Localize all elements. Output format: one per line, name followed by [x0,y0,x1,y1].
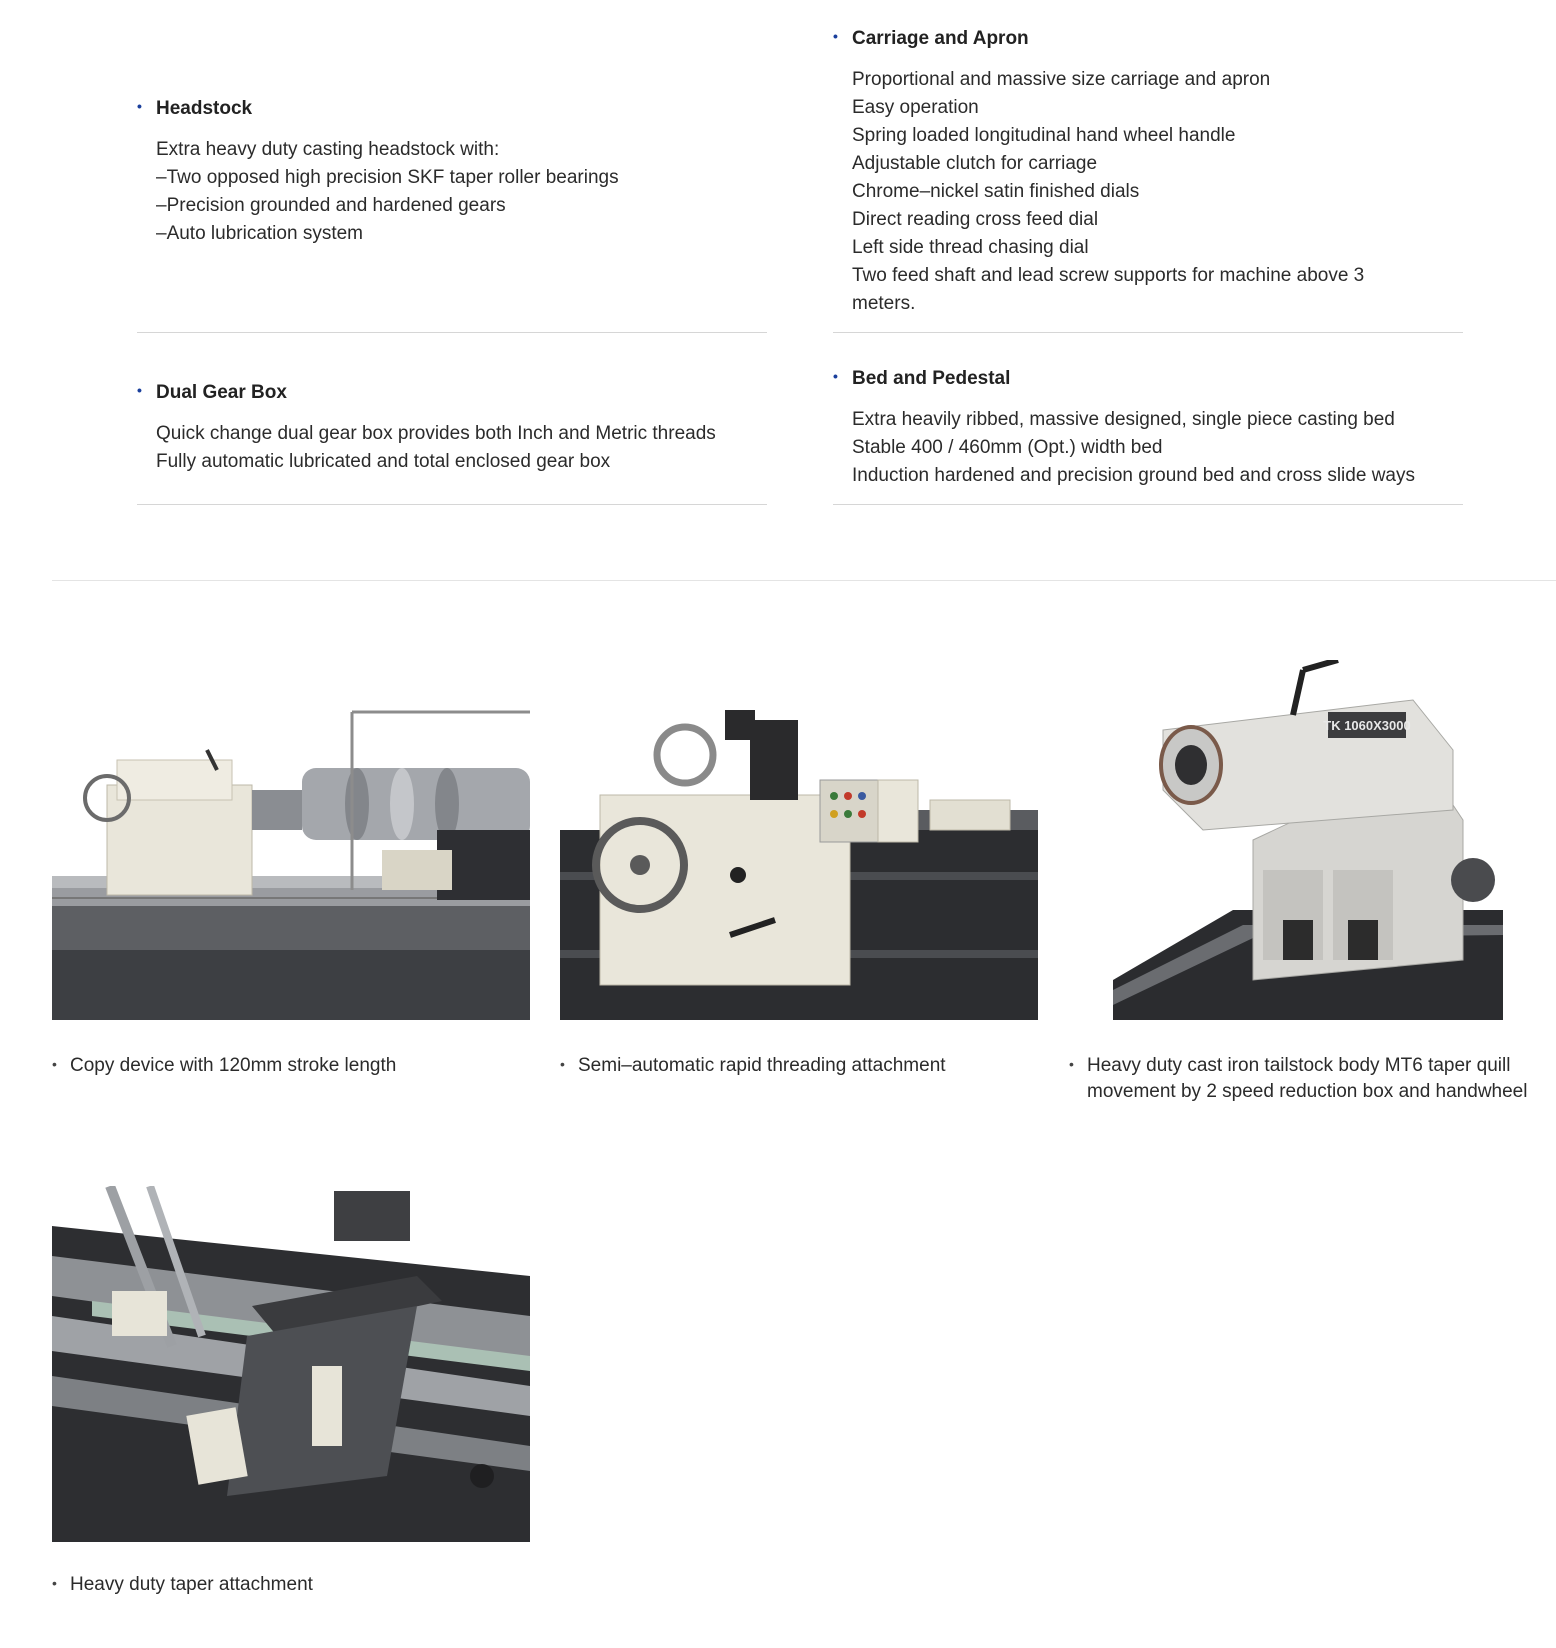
bullet-icon: • [137,382,142,398]
feature-line: Chrome–nickel satin finished dials [852,181,1140,202]
tailstock-model-label: TK 1060X3000 [1323,718,1411,733]
feature-line: –Precision grounded and hardened gears [156,195,506,216]
feature-line: meters. [852,293,916,314]
feature-line: Easy operation [852,97,979,118]
feature-headstock [137,96,767,333]
bullet-icon: • [560,1056,565,1072]
feature-carriage-apron [833,26,1463,333]
lathe-copy-device-image [52,650,530,1020]
feature-dual-gear-box [137,380,767,505]
bullet-icon: • [833,28,838,44]
feature-line: Fully automatic lubricated and total enclosed gear box [156,451,611,472]
feature-line: Extra heavy duty casting headstock with: [156,139,500,160]
lathe-threading-attachment-image [560,650,1038,1020]
gallery-caption: • Copy device with 120mm stroke length [52,1053,530,1079]
feature-line: Stable 400 / 460mm (Opt.) width bed [852,437,1163,458]
feature-line: –Auto lubrication system [156,223,363,244]
bullet-icon: • [833,368,838,384]
bullet-icon: • [52,1575,57,1591]
feature-title: • Dual Gear Box [137,382,287,403]
feature-bed-pedestal [833,366,1463,505]
bullet-icon: • [1069,1056,1074,1072]
gallery-card-taper [52,1186,530,1646]
lathe-taper-attachment-image [52,1186,530,1542]
feature-title: • Headstock [137,98,253,119]
section-divider [52,580,1556,581]
feature-line: Quick change dual gear box provides both Inch and Metric threads [156,423,716,444]
feature-line: –Two opposed high precision SKF taper roller bearings [156,167,619,188]
feature-line: Adjustable clutch for carriage [852,153,1098,174]
gallery-caption: • Heavy duty taper attachment [52,1572,530,1598]
feature-line: Left side thread chasing dial [852,237,1089,258]
bullet-icon: • [137,98,142,114]
feature-title: • Carriage and Apron [833,28,1029,49]
gallery-card-copy-device [52,650,530,1110]
feature-line: Two feed shaft and lead screw supports for machine above 3 [852,265,1365,286]
feature-line: Extra heavily ribbed, massive designed, single piece casting bed [852,409,1395,430]
feature-line: Direct reading cross feed dial [852,209,1099,230]
feature-lines [137,420,767,476]
feature-line: Spring loaded longitudinal hand wheel handle [852,125,1236,146]
gallery-card-tailstock [1069,650,1539,1110]
bullet-icon: • [52,1056,57,1072]
feature-line: Induction hardened and precision ground bed and cross slide ways [852,465,1415,486]
feature-title: • Bed and Pedestal [833,368,1011,389]
gallery-caption: • Semi–automatic rapid threading attachment [560,1053,1038,1079]
feature-lines [833,66,1463,318]
feature-lines [137,136,767,248]
feature-line: Proportional and massive size carriage and apron [852,69,1271,90]
lathe-tailstock-image [1113,660,1503,1020]
gallery-card-threading [560,650,1038,1110]
feature-lines [833,406,1463,490]
gallery-caption: • Heavy duty cast iron tailstock body MT6 taper quill movement by 2 speed reduction box and handwheel [1069,1053,1556,1105]
